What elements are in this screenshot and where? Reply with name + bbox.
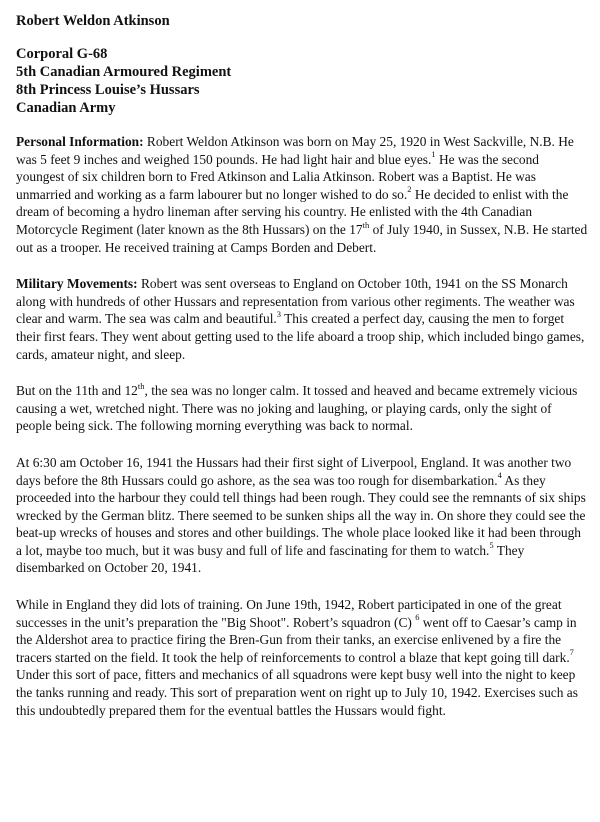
paragraph-text: This created a perfect day, causing the men to forget their first fears. They went about getting used to the life aboard a troop ship, which included bingo games, cards, amateur night, and sleep.: [16, 311, 585, 362]
document-page: [16, 12, 588, 738]
paragraph-text: , the sea was no longer calm. It tossed and heaved and became extremely vicious causing a wet, wretched night. There was no joking and laughing, or playing cards, only the sight of people being sick. The following morning everything was back to normal.: [16, 383, 578, 434]
footnote-marker: 7: [569, 647, 574, 658]
footnote-marker: th: [362, 219, 370, 230]
paragraph-text: of July 1940, in Sussex, N.B. He started out as a trooper. He received training at Camps Borden and Debert.: [16, 221, 588, 255]
body-text: [16, 133, 588, 719]
footnote-marker: 4: [497, 470, 502, 481]
footnote-marker: 5: [489, 540, 494, 551]
paragraph-text: He decided to enlist with the dream of becoming a hydro lineman after serving his country. He enlisted with the 4th Canadian Motorcycle Regiment (later known as the 8th Hussars) on the 17: [16, 186, 569, 237]
service-details: [16, 45, 588, 117]
regiment-name: 5th Canadian Armoured Regiment: [16, 64, 232, 80]
paragraph-arrival-liverpool: [16, 454, 588, 577]
paragraph-military-movements: [16, 275, 588, 363]
army-name: Canadian Army: [16, 100, 116, 116]
paragraph-text: He was the second youngest of six children born to Fred Atkinson and Lalia Atkinson. Robert was a Baptist. He was unmarried and working as a farm labourer but no longer wished to do so.: [16, 151, 539, 202]
paragraph-training-england: [16, 596, 588, 719]
footnote-marker: 3: [276, 308, 282, 319]
rank-and-number: Corporal G-68: [16, 46, 108, 62]
person-name: Robert Weldon Atkinson: [16, 13, 170, 29]
footnote-marker: 2: [407, 184, 412, 195]
paragraph-text: But on the 11th and 12: [16, 383, 138, 399]
paragraph-text: went off to Caesar’s camp in the Aldershot area to practice firing the Bren-Gun from their tanks, an exercise enlivened by a fire the tracers started on the field. It took the help of reinforcements to control a blaze that kept going till dark.: [16, 614, 577, 665]
paragraph-text: Robert was sent overseas to England on October 10th, 1941 on the SS Monarch along with hundreds of other Hussars and representation from various other regiments. The weather was clear and warm. The sea was calm and beautiful.: [16, 276, 575, 327]
paragraph-text: They disembarked on October 20, 1941.: [16, 542, 525, 576]
regiment-alt-name: 8th Princess Louise’s Hussars: [16, 82, 200, 98]
footnote-marker: th: [137, 380, 145, 391]
paragraph-text: While in England they did lots of training. On June 19th, 1942, Robert participated in one of the great successes in the unit’s preparation the "Big Shoot". Robert’s squadron (C): [16, 597, 562, 630]
footnote-marker: 1: [431, 149, 436, 160]
paragraph-text: As they proceeded into the harbour they could tell things had been rough. They could see the remnants of six ships wrecked by the German blitz. There seemed to be sunken ships all the way in. On shore they could see the beat-up wrecks of houses and stores and other buildings. The whole place looked like it had been through a lot, maybe too much, but it was busy and full of life and fascinating for them to watch.: [16, 472, 586, 558]
paragraph-personal-information: [16, 133, 588, 256]
section-heading: Personal Information:: [16, 134, 144, 149]
section-heading: Military Movements:: [16, 276, 138, 292]
paragraph-text: Under this sort of pace, fitters and mechanics of all squadrons were kept busy well into the night to keep the tanks running and ready. This sort of preparation went on right up to July 10, 1942. Exercises such as this undoubtedly prepared them for the eventual battles the Hussars would fight.: [16, 667, 578, 718]
paragraph-text: At 6:30 am October 16, 1941 the Hussars had their first sight of Liverpool, England. It was another two days before the 8th Hussars could go ashore, as the sea was too rough for disembarkation.: [16, 454, 572, 488]
footnote-marker: 6: [415, 612, 420, 623]
paragraph-text: Robert Weldon Atkinson was born on May 25, 1920 in West Sackville, N.B. He was 5 feet 9 inches and weighed 150 pounds. He had light hair and blue eyes.: [16, 134, 574, 167]
paragraph-rough-seas: [16, 382, 588, 435]
